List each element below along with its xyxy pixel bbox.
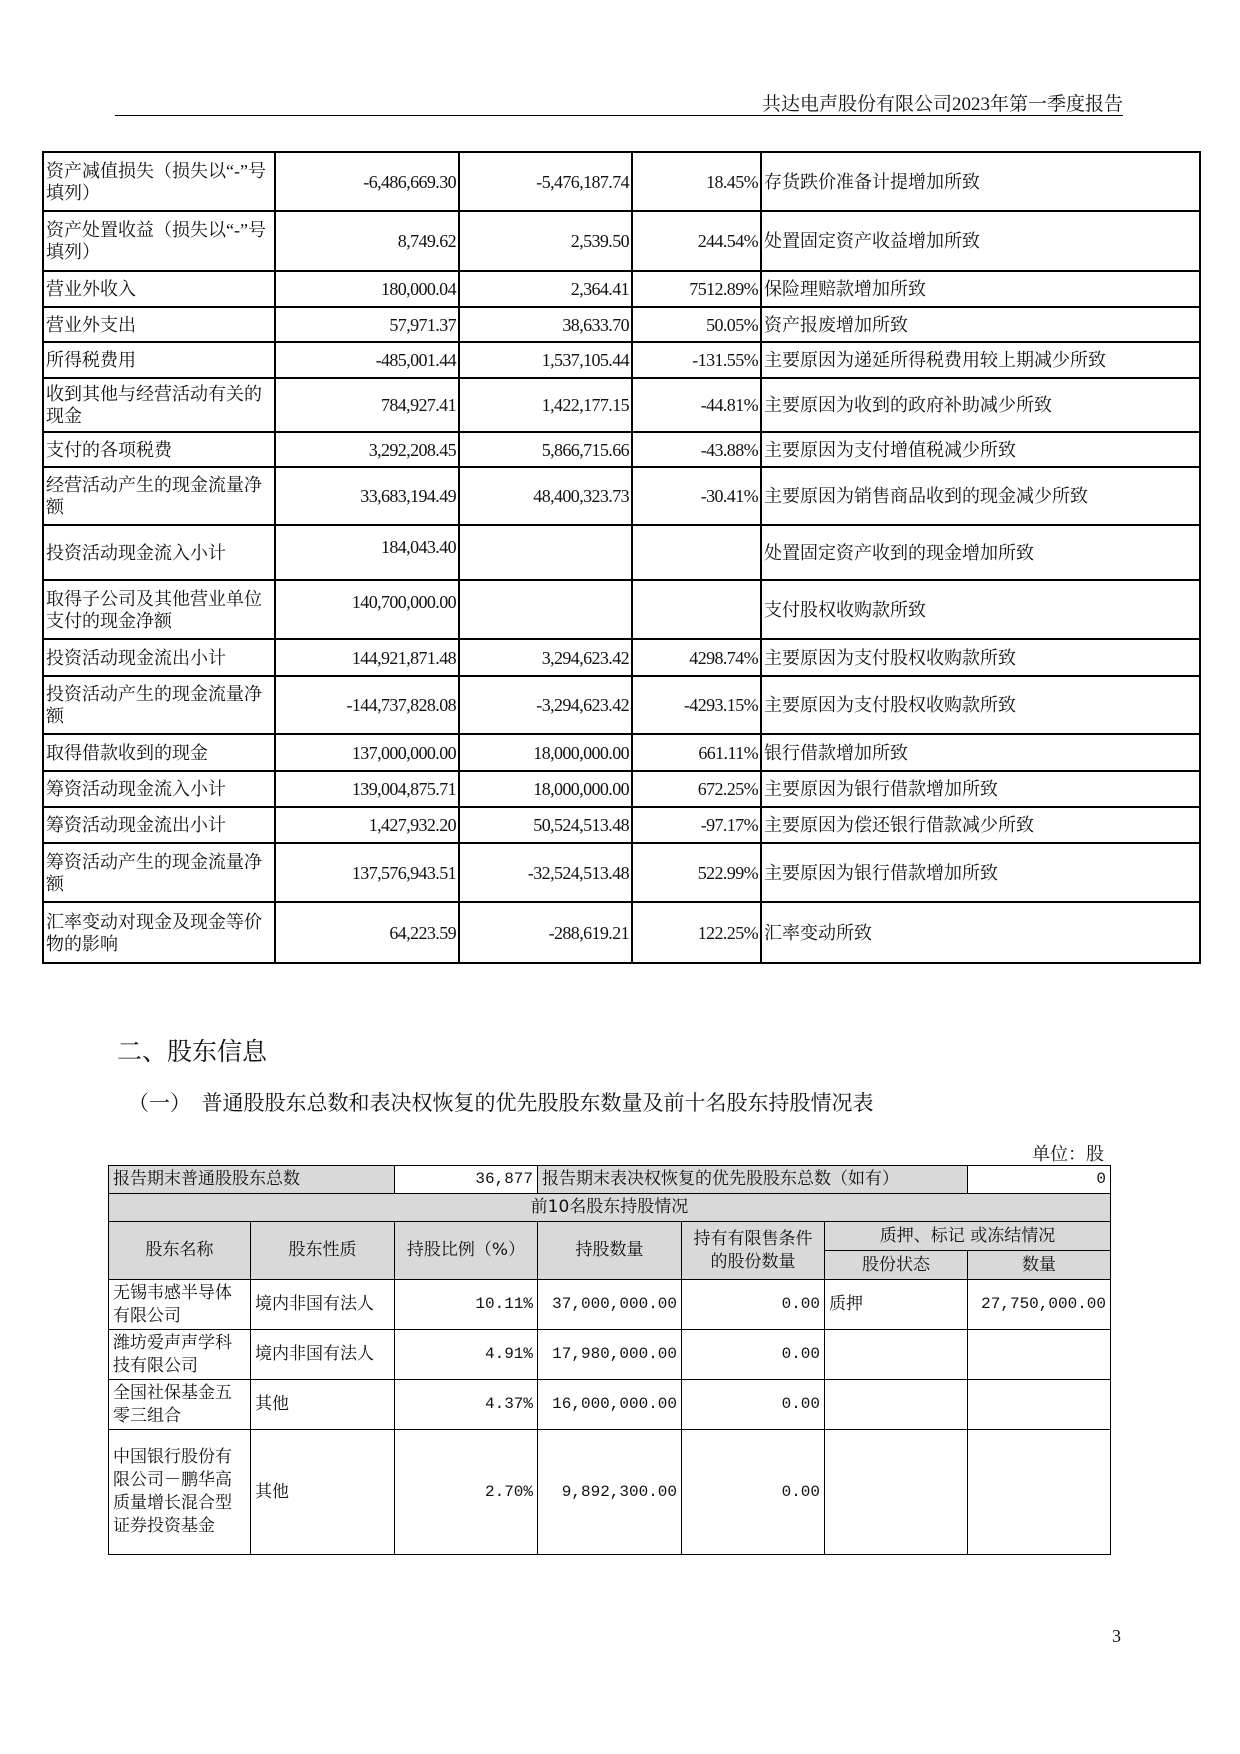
change-pct: 4298.74% (632, 639, 761, 676)
table-row (43, 580, 1200, 639)
item-label: 支付的各项税费 (43, 432, 275, 467)
col-status: 股份状态 (825, 1251, 968, 1280)
change-reason: 汇率变动所致 (761, 902, 1200, 963)
item-label: 收到其他与经营活动有关的现金 (43, 378, 275, 432)
col-pledge: 质押、标记 或冻结情况 (825, 1222, 1111, 1251)
table-row (43, 902, 1200, 963)
change-pct: 50.05% (632, 307, 761, 342)
change-pct: -30.41% (632, 467, 761, 525)
pref-holders-label: 报告期末表决权恢复的优先股股东总数（如有） (538, 1166, 968, 1194)
change-pct: 672.25% (632, 771, 761, 807)
report-header: 共达电声股份有限公司2023年第一季度报告 (761, 94, 1123, 115)
prior-period: -32,524,513.48 (459, 843, 632, 902)
share-status (825, 1330, 968, 1380)
current-period: 3,292,208.45 (275, 432, 459, 467)
change-reason: 主要原因为支付股权收购款所致 (761, 676, 1200, 734)
restricted-qty: 0.00 (682, 1330, 825, 1380)
current-period: -6,486,669.30 (275, 152, 459, 211)
pledged-qty (968, 1430, 1111, 1555)
holding-ratio: 2.70% (395, 1430, 538, 1555)
prior-period: -288,619.21 (459, 902, 632, 963)
current-period: 784,927.41 (275, 378, 459, 432)
item-label: 所得税费用 (43, 342, 275, 378)
prior-period: -3,294,623.42 (459, 676, 632, 734)
cash-flow-changes-table (42, 151, 1201, 964)
current-period: 57,971.37 (275, 307, 459, 342)
change-pct: -131.55% (632, 342, 761, 378)
col-nature: 股东性质 (251, 1222, 395, 1280)
change-pct (632, 525, 761, 580)
col-name: 股东名称 (109, 1222, 251, 1280)
change-pct: 122.25% (632, 902, 761, 963)
pref-holders-value: 0 (968, 1166, 1111, 1194)
item-label: 投资活动产生的现金流量净额 (43, 676, 275, 734)
change-pct: 18.45% (632, 152, 761, 211)
holding-qty: 9,892,300.00 (538, 1430, 682, 1555)
summary-row (109, 1166, 1111, 1194)
holder-name: 无锡韦感半导体有限公司 (109, 1280, 251, 1330)
prior-period: 3,294,623.42 (459, 639, 632, 676)
table-row (43, 467, 1200, 525)
table-row (43, 843, 1200, 902)
prior-period: 18,000,000.00 (459, 771, 632, 807)
table-row (43, 639, 1200, 676)
item-label: 筹资活动现金流入小计 (43, 771, 275, 807)
holder-nature: 其他 (251, 1380, 395, 1430)
current-period: 139,004,875.71 (275, 771, 459, 807)
total-holders-label: 报告期末普通股股东总数 (109, 1166, 395, 1194)
col-restricted: 持有有限售条件的股份数量 (682, 1222, 825, 1280)
unit-label: 单位：股 (1032, 1144, 1104, 1164)
change-reason: 处置固定资产收到的现金增加所致 (761, 525, 1200, 580)
share-status (825, 1380, 968, 1430)
prior-period: 2,539.50 (459, 211, 632, 271)
total-holders-value: 36,877 (395, 1166, 538, 1194)
holder-name: 全国社保基金五零三组合 (109, 1380, 251, 1430)
item-label: 筹资活动现金流出小计 (43, 807, 275, 843)
item-label: 筹资活动产生的现金流量净额 (43, 843, 275, 902)
current-period: 184,043.40 (275, 525, 459, 580)
item-label: 投资活动现金流出小计 (43, 639, 275, 676)
holding-ratio: 10.11% (395, 1280, 538, 1330)
current-period: -144,737,828.08 (275, 676, 459, 734)
table-row (43, 271, 1200, 307)
current-period: 180,000.04 (275, 271, 459, 307)
holding-qty: 37,000,000.00 (538, 1280, 682, 1330)
item-label: 营业外支出 (43, 307, 275, 342)
change-reason: 主要原因为递延所得税费用较上期减少所致 (761, 342, 1200, 378)
change-pct: 661.11% (632, 734, 761, 771)
change-reason: 支付股权收购款所致 (761, 580, 1200, 639)
shareholder-row (109, 1280, 1111, 1330)
current-period: 144,921,871.48 (275, 639, 459, 676)
current-period: 137,000,000.00 (275, 734, 459, 771)
table-row (43, 307, 1200, 342)
current-period: 8,749.62 (275, 211, 459, 271)
top10-title-row (109, 1194, 1111, 1222)
prior-period (459, 580, 632, 639)
item-label: 取得借款收到的现金 (43, 734, 275, 771)
prior-period: 48,400,323.73 (459, 467, 632, 525)
change-reason: 银行借款增加所致 (761, 734, 1200, 771)
change-reason: 主要原因为收到的政府补助减少所致 (761, 378, 1200, 432)
change-reason: 处置固定资产收益增加所致 (761, 211, 1200, 271)
table-row (43, 807, 1200, 843)
shareholder-row (109, 1330, 1111, 1380)
col-amount: 数量 (968, 1251, 1111, 1280)
holder-nature: 其他 (251, 1430, 395, 1555)
shareholder-row (109, 1380, 1111, 1430)
share-status: 质押 (825, 1280, 968, 1330)
change-reason: 主要原因为银行借款增加所致 (761, 843, 1200, 902)
table-row (43, 152, 1200, 211)
change-pct (632, 580, 761, 639)
shareholders-table (108, 1165, 1111, 1555)
table-row (43, 771, 1200, 807)
current-period: 140,700,000.00 (275, 580, 459, 639)
prior-period: 5,866,715.66 (459, 432, 632, 467)
change-reason: 主要原因为支付增值税减少所致 (761, 432, 1200, 467)
prior-period: 18,000,000.00 (459, 734, 632, 771)
change-pct: 7512.89% (632, 271, 761, 307)
change-reason: 资产报废增加所致 (761, 307, 1200, 342)
top10-title: 前10名股东持股情况 (109, 1194, 1111, 1222)
current-period: 64,223.59 (275, 902, 459, 963)
change-pct: -44.81% (632, 378, 761, 432)
table-row (43, 342, 1200, 378)
holding-qty: 17,980,000.00 (538, 1330, 682, 1380)
prior-period: 2,364.41 (459, 271, 632, 307)
item-label: 营业外收入 (43, 271, 275, 307)
item-label: 取得子公司及其他营业单位支付的现金净额 (43, 580, 275, 639)
item-label: 汇率变动对现金及现金等价物的影响 (43, 902, 275, 963)
current-period: -485,001.44 (275, 342, 459, 378)
holding-ratio: 4.91% (395, 1330, 538, 1380)
current-period: 1,427,932.20 (275, 807, 459, 843)
shareholder-row (109, 1430, 1111, 1555)
pledged-qty: 27,750,000.00 (968, 1280, 1111, 1330)
page-number: 3 (1112, 1626, 1121, 1646)
change-pct: 244.54% (632, 211, 761, 271)
pledged-qty (968, 1330, 1111, 1380)
table-row (43, 432, 1200, 467)
current-period: 33,683,194.49 (275, 467, 459, 525)
change-reason: 保险理赔款增加所致 (761, 271, 1200, 307)
prior-period: 1,422,177.15 (459, 378, 632, 432)
item-label: 投资活动现金流入小计 (43, 525, 275, 580)
holder-name: 中国银行股份有限公司－鹏华高质量增长混合型证券投资基金 (109, 1430, 251, 1555)
table-row (43, 525, 1200, 580)
restricted-qty: 0.00 (682, 1280, 825, 1330)
change-reason: 主要原因为支付股权收购款所致 (761, 639, 1200, 676)
item-label: 资产处置收益（损失以“-”号填列） (43, 211, 275, 271)
item-label: 经营活动产生的现金流量净额 (43, 467, 275, 525)
change-reason: 主要原因为偿还银行借款减少所致 (761, 807, 1200, 843)
section-subtitle: （一） 普通股股东总数和表决权恢复的优先股股东数量及前十名股东持股情况表 (128, 1091, 874, 1115)
holding-qty: 16,000,000.00 (538, 1380, 682, 1430)
share-status (825, 1430, 968, 1555)
table-row (43, 676, 1200, 734)
holding-ratio: 4.37% (395, 1380, 538, 1430)
item-label: 资产减值损失（损失以“-”号填列） (43, 152, 275, 211)
prior-period: 38,633.70 (459, 307, 632, 342)
holder-nature: 境内非国有法人 (251, 1330, 395, 1380)
prior-period: -5,476,187.74 (459, 152, 632, 211)
pledged-qty (968, 1380, 1111, 1430)
holder-name: 潍坊爱声声学科技有限公司 (109, 1330, 251, 1380)
change-pct: 522.99% (632, 843, 761, 902)
restricted-qty: 0.00 (682, 1430, 825, 1555)
change-pct: -4293.15% (632, 676, 761, 734)
section-title: 二、股东信息 (117, 1039, 268, 1066)
header-divider (115, 115, 1123, 116)
col-qty: 持股数量 (538, 1222, 682, 1280)
change-reason: 存货跌价准备计提增加所致 (761, 152, 1200, 211)
prior-period: 1,537,105.44 (459, 342, 632, 378)
restricted-qty: 0.00 (682, 1380, 825, 1430)
change-pct: -97.17% (632, 807, 761, 843)
change-reason: 主要原因为银行借款增加所致 (761, 771, 1200, 807)
prior-period: 50,524,513.48 (459, 807, 632, 843)
prior-period (459, 525, 632, 580)
header-row (109, 1222, 1111, 1251)
holder-nature: 境内非国有法人 (251, 1280, 395, 1330)
change-reason: 主要原因为销售商品收到的现金减少所致 (761, 467, 1200, 525)
table-row (43, 378, 1200, 432)
change-pct: -43.88% (632, 432, 761, 467)
table-row (43, 734, 1200, 771)
table-row (43, 211, 1200, 271)
current-period: 137,576,943.51 (275, 843, 459, 902)
col-ratio: 持股比例（%） (395, 1222, 538, 1280)
